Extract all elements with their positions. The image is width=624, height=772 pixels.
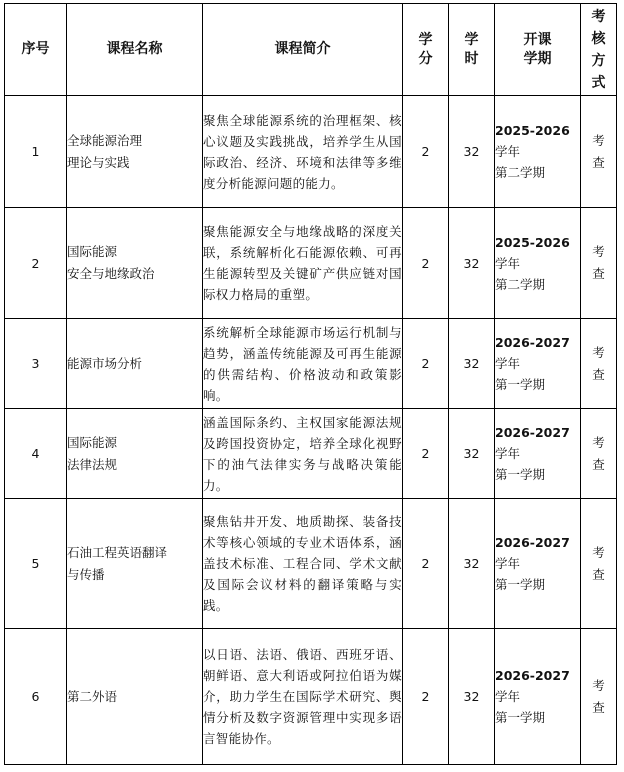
header-assess: 考 核 方 式 xyxy=(581,4,617,96)
cell-credit: 2 xyxy=(403,208,449,319)
table-row xyxy=(5,409,617,499)
cell-credit: 2 xyxy=(403,319,449,409)
course-table xyxy=(4,3,617,765)
cell-hours: 32 xyxy=(449,409,495,499)
cell-intro: 聚焦能源安全与地缘战略的深度关联，系统解析化石能源依赖、可再生能源转型及关键矿产供应链对国际权力格局的重塑。 xyxy=(203,208,403,319)
cell-index: 2 xyxy=(5,208,67,319)
cell-credit: 2 xyxy=(403,499,449,629)
cell-assess: 考 查 xyxy=(581,96,617,208)
table-row xyxy=(5,319,617,409)
header-hours: 学 时 xyxy=(449,4,495,96)
cell-intro: 聚焦钻井开发、地质勘探、装备技术等核心领域的专业术语体系，涵盖技术标准、工程合同、学术文献及国际会议材料的翻译策略与实践。 xyxy=(203,499,403,629)
cell-hours: 32 xyxy=(449,629,495,765)
cell-course-name: 国际能源 法律法规 xyxy=(67,409,203,499)
cell-assess: 考 查 xyxy=(581,629,617,765)
cell-course-name: 国际能源 安全与地缘政治 xyxy=(67,208,203,319)
cell-credit: 2 xyxy=(403,409,449,499)
header-intro: 课程简介 xyxy=(203,4,403,96)
cell-term: 2025-2026 学年 第二学期 xyxy=(495,96,581,208)
cell-credit: 2 xyxy=(403,96,449,208)
table-row xyxy=(5,96,617,208)
cell-hours: 32 xyxy=(449,319,495,409)
cell-course-name: 能源市场分析 xyxy=(67,319,203,409)
cell-intro: 聚焦全球能源系统的治理框架、核心议题及实践挑战，培养学生从国际政治、经济、环境和法律等多维度分析能源问题的能力。 xyxy=(203,96,403,208)
cell-course-name: 全球能源治理 理论与实践 xyxy=(67,96,203,208)
cell-course-name: 第二外语 xyxy=(67,629,203,765)
cell-term: 2026-2027 学年 第一学期 xyxy=(495,629,581,765)
header-index: 序号 xyxy=(5,4,67,96)
cell-hours: 32 xyxy=(449,96,495,208)
table-row xyxy=(5,629,617,765)
table-row xyxy=(5,499,617,629)
cell-index: 4 xyxy=(5,409,67,499)
header-term: 开课 学期 xyxy=(495,4,581,96)
cell-index: 5 xyxy=(5,499,67,629)
cell-index: 1 xyxy=(5,96,67,208)
cell-hours: 32 xyxy=(449,208,495,319)
cell-term: 2026-2027 学年 第一学期 xyxy=(495,319,581,409)
cell-assess: 考 查 xyxy=(581,208,617,319)
cell-term: 2026-2027 学年 第一学期 xyxy=(495,499,581,629)
cell-index: 3 xyxy=(5,319,67,409)
cell-term: 2025-2026 学年 第二学期 xyxy=(495,208,581,319)
header-credit: 学 分 xyxy=(403,4,449,96)
cell-intro: 涵盖国际条约、主权国家能源法规及跨国投资协定，培养全球化视野下的油气法律实务与战略决策能力。 xyxy=(203,409,403,499)
cell-course-name: 石油工程英语翻译 与传播 xyxy=(67,499,203,629)
cell-term: 2026-2027 学年 第一学期 xyxy=(495,409,581,499)
cell-hours: 32 xyxy=(449,499,495,629)
cell-credit: 2 xyxy=(403,629,449,765)
cell-assess: 考 查 xyxy=(581,499,617,629)
header-row xyxy=(5,4,617,96)
header-name: 课程名称 xyxy=(67,4,203,96)
cell-assess: 考 查 xyxy=(581,409,617,499)
cell-intro: 系统解析全球能源市场运行机制与趋势，涵盖传统能源及可再生能源的供需结构、价格波动和政策影响。 xyxy=(203,319,403,409)
cell-intro: 以日语、法语、俄语、西班牙语、朝鲜语、意大利语或阿拉伯语为媒介，助力学生在国际学术研究、舆情分析及数字资源管理中实现多语言智能协作。 xyxy=(203,629,403,765)
cell-index: 6 xyxy=(5,629,67,765)
cell-assess: 考 查 xyxy=(581,319,617,409)
table-row xyxy=(5,208,617,319)
